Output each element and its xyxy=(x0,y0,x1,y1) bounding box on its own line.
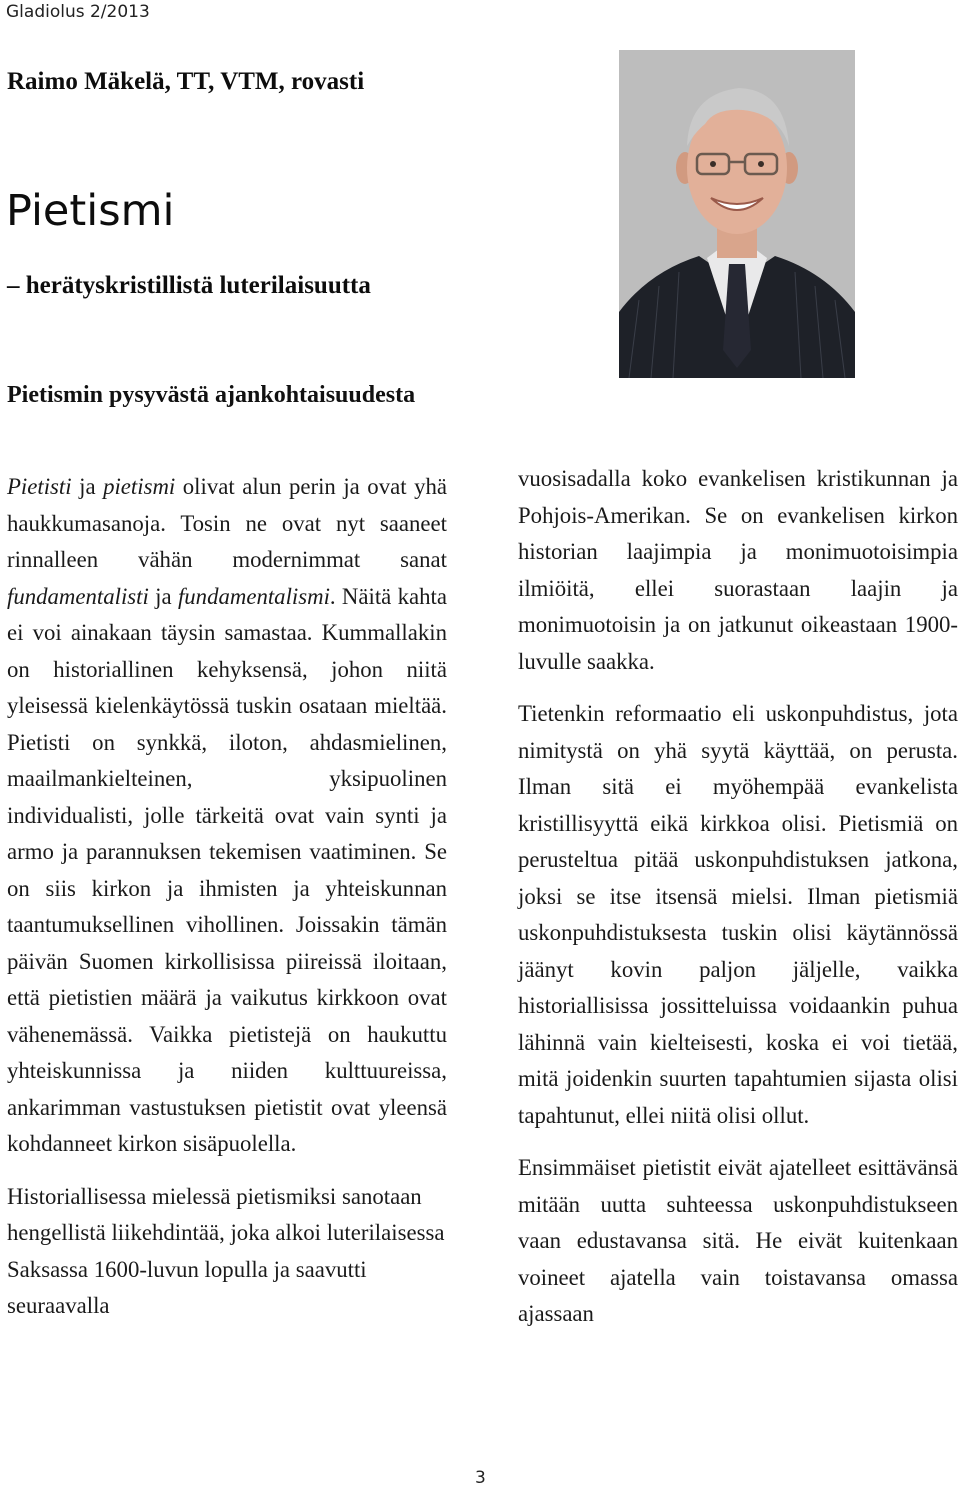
term-pietismi: pietismi xyxy=(103,474,176,499)
author-line: Raimo Mäkelä, TT, VTM, rovasti xyxy=(7,68,365,95)
term-pietisti: Pietisti xyxy=(7,474,72,499)
term-fundamentalisti: fundamentalisti xyxy=(7,583,149,609)
journal-header: Gladiolus 2/2013 xyxy=(6,2,150,22)
text-span: olivat alun perin ja ovat yhä haukkumasanoja. Tosin ne ovat nyt saaneet rinnalleen vähän modernimmat sanat xyxy=(7,474,447,572)
term-fundamentalismi: fundamentalismi xyxy=(177,583,330,609)
right-paragraph-3: Ensimmäiset pietistit eivät ajatelleet esittävänsä mitään uutta suhteessa uskonpuhdistukseen vaan edustavansa sitä. He eivät kuitenkaan voineet ajatella vain toistavansa omassa ajassaan xyxy=(518,1155,958,1326)
right-column xyxy=(518,461,958,1333)
text-span: ja xyxy=(148,583,178,609)
right-paragraph-1: vuosisadalla koko evankelisen kristikunnan ja Pohjois-Amerikan. Se on evankelisen kirkon historian laajimpia ja monimuotoisimpia ilmiöitä, ellei suorastaan laajin ja monimuotoisin ja on jatkunut oikeastaan 1900-luvulle saakka. xyxy=(518,466,958,674)
left-column xyxy=(7,469,447,1325)
left-paragraph-2: Historiallisessa mielessä pietismiksi sanotaan hengellistä liikehdintää, joka alkoi luterilaisessa Saksassa 1600-luvun lopulla ja saavutti seuraavalla xyxy=(7,1183,445,1318)
text-span: ja xyxy=(71,474,104,499)
section-heading: Pietismin pysyvästä ajankohtaisuudesta xyxy=(7,382,416,408)
left-paragraph-1 xyxy=(7,469,447,1163)
article-title: Pietismi xyxy=(6,186,175,236)
article-subtitle: – herätyskristillistä luterilaisuutta xyxy=(7,272,371,299)
portrait-illustration xyxy=(619,50,855,378)
page-number: 3 xyxy=(475,1468,486,1488)
right-paragraph-2: Tietenkin reformaatio eli uskonpuhdistus, jota nimitystä on yhä syytä käyttää, on perusta. Ilman sitä ei myöhempää evankelista kristillisyyttä eikä kirkkoa olisi. Pietismiä on perusteltua pitää uskonpuhdistuksen jatkona, joksi se itse itsensä mielsi. Ilman pietismiä uskonpuhdistuksesta tuskin olisi käytännössä jäänyt kovin paljon jäljelle, vaikka historiallisissa jossitteluissa voidaankin puhua lähinnä vain kielteisesti, koska ei voi tietää, mitä joidenkin suurten tapahtumien sijasta olisi tapahtunut, ellei niitä olisi ollut. xyxy=(518,701,958,1128)
author-photo xyxy=(619,50,855,378)
text-span: . Näitä kahta ei voi ainakaan täysin samastaa. Kummallakin on historiallinen kehyksensä, johon niitä yleisessä kielenkäytössä tuskin osataan mieltää. Pietisti on synkkä, iloton, ahdasmielinen, maailmankielteinen, yksipuolinen individualisti, jolle tärkeitä ovat vain synti ja armo ja parannuksen tekemisen vaatiminen. Se on siis kirkon ja ihmisten ja yhteiskunnan taantumuksellinen vihollinen. Joissakin tämän päivän Suomen kirkollisissa piireissä iloitaan, että pietistien määrä ja vaikutus kirkkoon ovat vähenemässä. Vaikka pietistejä on haukuttu yhteiskunnissa ja niiden kulttuureissa, ankarimman vastustuksen pietistit ovat yleensä kohdanneet kirkon sisäpuolella. xyxy=(7,583,447,1156)
